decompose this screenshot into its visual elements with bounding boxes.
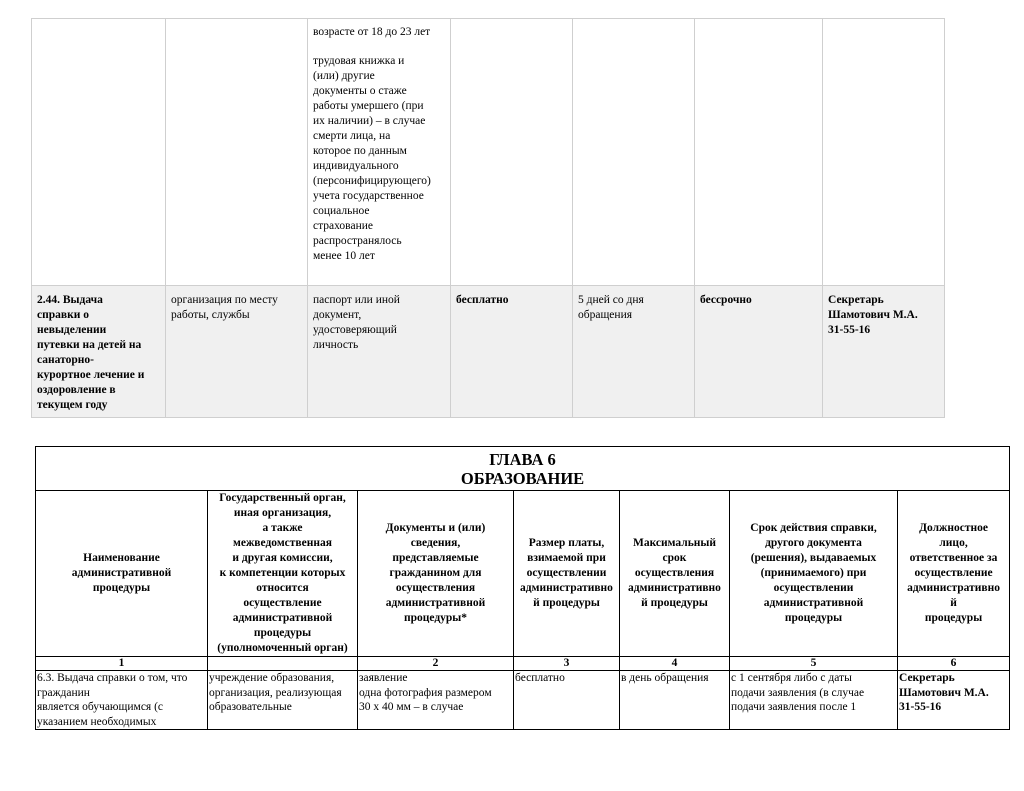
responsible-cell [823, 19, 945, 286]
table-row [32, 286, 945, 418]
responsible-cell: Секретарь Шамотович М.А. 31-55-16 [823, 286, 945, 418]
organ-cell: организация по месту работы, службы [166, 286, 308, 418]
term-cell: 5 дней со дня обращения [573, 286, 695, 418]
column-header: Размер платы, взимаемой при осуществлении административно й процедуры [514, 491, 620, 657]
documents-cell [308, 19, 451, 286]
term-cell [573, 19, 695, 286]
organ-cell [166, 19, 308, 286]
chapter-title-row [36, 447, 1010, 491]
previous-procedures-table [31, 18, 945, 418]
column-numbers-row [36, 657, 1010, 671]
column-header: Должностное лицо, ответственное за осуществление административно й процедуры [898, 491, 1010, 657]
chapter-title [36, 447, 1010, 491]
fee-cell [451, 19, 573, 286]
fee-cell: бесплатно [514, 671, 620, 730]
column-number: 4 [620, 657, 730, 671]
procedure-name-cell: 6.3. Выдача справки о том, что гражданин является обучающимся (с указанием необходимых [36, 671, 208, 730]
column-number: 2 [358, 657, 514, 671]
validity-cell [695, 19, 823, 286]
column-header: Наименование административной процедуры [36, 491, 208, 657]
chapter-number: ГЛАВА 6 [489, 450, 556, 469]
organ-cell: учреждение образования, организация, реализующая образовательные [208, 671, 358, 730]
column-number: 6 [898, 657, 1010, 671]
table-row [36, 671, 1010, 730]
fee-cell: бесплатно [451, 286, 573, 418]
column-header: Государственный орган, иная организация, а также межведомственная и другая комиссии, к компетенции которых относится осуществление административной процедуры (уполномоченный орган) [208, 491, 358, 657]
column-header: Максимальный срок осуществления административно й процедуры [620, 491, 730, 657]
documents-text: трудовая книжка и (или) другие документы о стаже работы умершего (при их наличии) – в случае смерти лица, на которое по данным индивидуального (персонифицирующего) учета государственное социальное страхование распространялось менее 10 лет [313, 55, 431, 262]
column-header: Документы и (или) сведения, представляемые гражданином для осуществления административной процедуры* [358, 491, 514, 657]
column-number: 3 [514, 657, 620, 671]
column-number [208, 657, 358, 671]
documents-text: возрасте от 18 до 23 лет [313, 26, 431, 38]
documents-cell: заявление одна фотография размером 30 х 40 мм – в случае [358, 671, 514, 730]
validity-cell: бессрочно [695, 286, 823, 418]
procedure-name-cell [32, 19, 166, 286]
procedure-name-cell: 2.44. Выдача справки о невыделении путевки на детей на санаторно- курортное лечение и оздоровление в текущем году [32, 286, 166, 418]
header-row [36, 491, 1010, 657]
column-header: Срок действия справки, другого документа (решения), выдаваемых (принимаемого) при осуществлении административной процедуры [730, 491, 898, 657]
term-cell: в день обращения [620, 671, 730, 730]
documents-cell: паспорт или иной документ, удостоверяющий личность [308, 286, 451, 418]
table-row [32, 19, 945, 286]
column-number: 1 [36, 657, 208, 671]
chapter-6-table [35, 446, 1010, 730]
chapter-name: ОБРАЗОВАНИЕ [460, 469, 585, 488]
validity-cell: с 1 сентября либо с даты подачи заявления (в случае подачи заявления после 1 [730, 671, 898, 730]
responsible-cell: Секретарь Шамотович М.А. 31-55-16 [898, 671, 1010, 730]
column-number: 5 [730, 657, 898, 671]
